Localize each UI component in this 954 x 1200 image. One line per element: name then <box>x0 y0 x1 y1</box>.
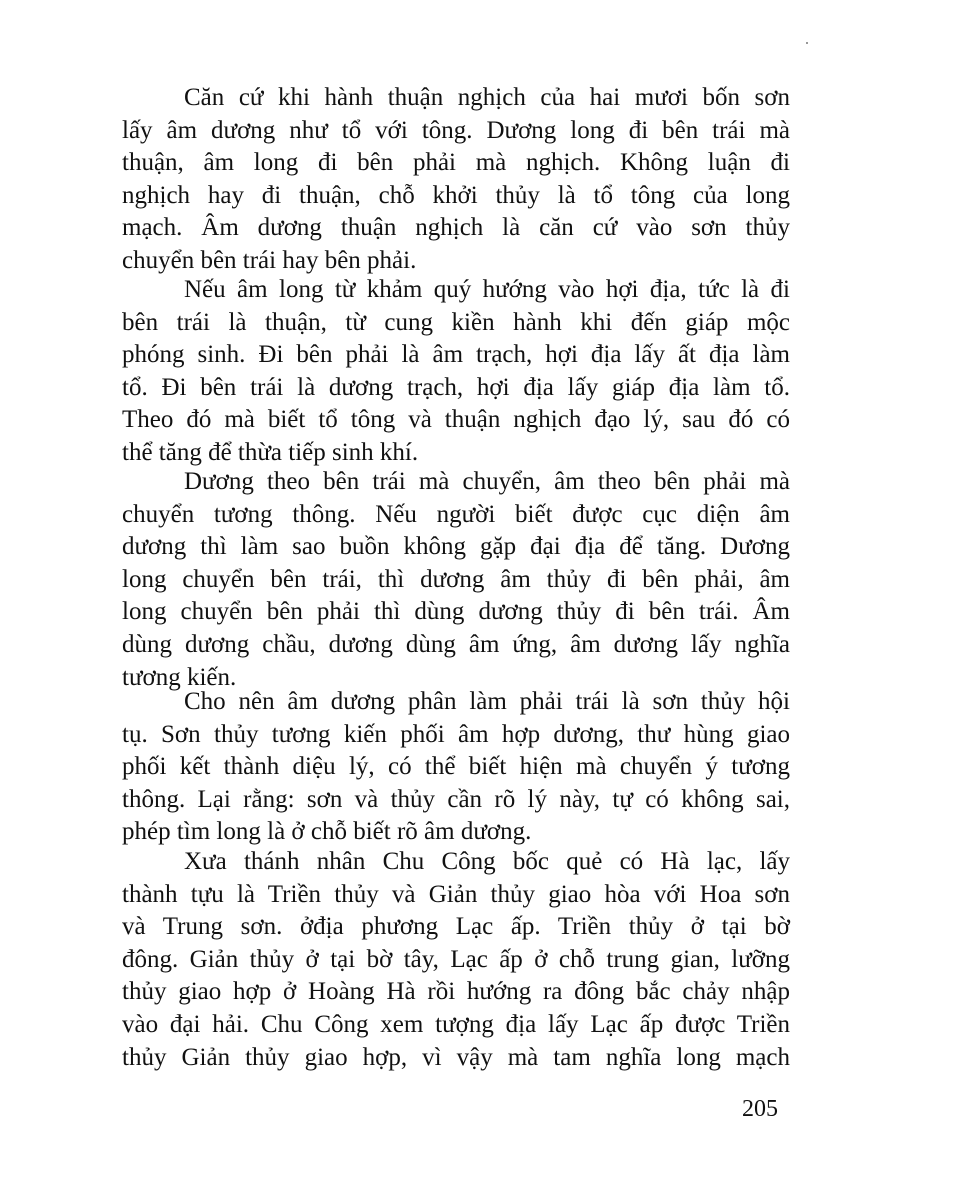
text-line: chuyển tương thông. Nếu người biết được cục diện âm <box>122 500 790 528</box>
text-line: Nếu âm long từ khảm quý hướng vào hợi địa, tức là đi <box>184 276 790 303</box>
text-line: dùng dương chầu, dương dùng âm ứng, âm dương lấy nghĩa <box>122 630 790 658</box>
text-line: Theo đó mà biết tổ tông và thuận nghịch đạo lý, sau đó có <box>122 406 790 434</box>
text-line: long chuyển bên trái, thì dương âm thủy đi bên phải, âm <box>122 565 790 593</box>
text-line: thể tăng để thừa tiếp sinh khí. <box>122 438 419 466</box>
text-line: bên trái là thuận, từ cung kiền hành khi đến giáp mộc <box>122 308 790 336</box>
text-line: Xưa thánh nhân Chu Công bốc quẻ có Hà lạc, lấy <box>184 848 790 875</box>
text-line: thủy giao hợp ở Hoàng Hà rồi hướng ra đông bắc chảy nhập <box>122 978 790 1006</box>
paragraph-5 <box>122 846 790 1074</box>
text-line: vào đại hải. Chu Công xem tượng địa lấy Lạc ấp được Triền <box>122 1010 790 1038</box>
scan-speck <box>806 42 808 44</box>
text-line: Cho nên âm dương phân làm phải trái là sơn thủy hội <box>184 688 790 715</box>
paragraph-1 <box>122 82 790 278</box>
text-line: Dương theo bên trái mà chuyển, âm theo bên phải mà <box>184 468 790 495</box>
text-line: phép tìm long là ở chỗ biết rõ âm dương. <box>122 818 532 846</box>
paragraph-3 <box>122 466 790 694</box>
text-line: chuyển bên trái hay bên phải. <box>122 246 417 274</box>
text-line: thuận, âm long đi bên phải mà nghịch. Không luận đi <box>122 149 790 177</box>
text-line: mạch. Âm dương thuận nghịch là căn cứ vào sơn thủy <box>122 214 790 242</box>
text-line: tụ. Sơn thủy tương kiến phối âm hợp dương, thư hùng giao <box>122 720 790 748</box>
text-line: đông. Giản thủy ở tại bờ tây, Lạc ấp ở chỗ trung gian, lưỡng <box>122 945 790 973</box>
text-line: lấy âm dương như tổ với tông. Dương long đi bên trái mà <box>122 116 790 144</box>
paragraph-4 <box>122 686 790 849</box>
text-line: long chuyển bên phải thì dùng dương thủy đi bên trái. Âm <box>122 598 790 626</box>
text-line: tương kiến. <box>122 663 237 691</box>
text-line: dương thì làm sao buồn không gặp đại địa để tăng. Dương <box>122 533 790 561</box>
text-line: thủy Giản thủy giao hợp, vì vậy mà tam nghĩa long mạch <box>122 1043 790 1071</box>
text-line: Căn cứ khi hành thuận nghịch của hai mươi bốn sơn <box>184 84 790 111</box>
text-line: và Trung sơn. ởđịa phương Lạc ấp. Triền thủy ở tại bờ <box>122 913 790 941</box>
paragraph-2 <box>122 274 790 470</box>
text-line: phóng sinh. Đi bên phải là âm trạch, hợi địa lấy ất địa làm <box>122 341 790 369</box>
text-line: tổ. Đi bên trái là dương trạch, hợi địa lấy giáp địa làm tổ. <box>122 373 790 401</box>
page-number: 205 <box>742 1096 778 1122</box>
text-line: nghịch hay đi thuận, chỗ khởi thủy là tổ tông của long <box>122 181 790 209</box>
text-line: phối kết thành diệu lý, có thể biết hiện mà chuyển ý tương <box>122 753 790 781</box>
text-line: thông. Lại rằng: sơn và thủy cần rõ lý này, tự có không sai, <box>122 785 790 813</box>
text-line: thành tựu là Triền thủy và Giản thủy giao hòa với Hoa sơn <box>122 880 790 908</box>
